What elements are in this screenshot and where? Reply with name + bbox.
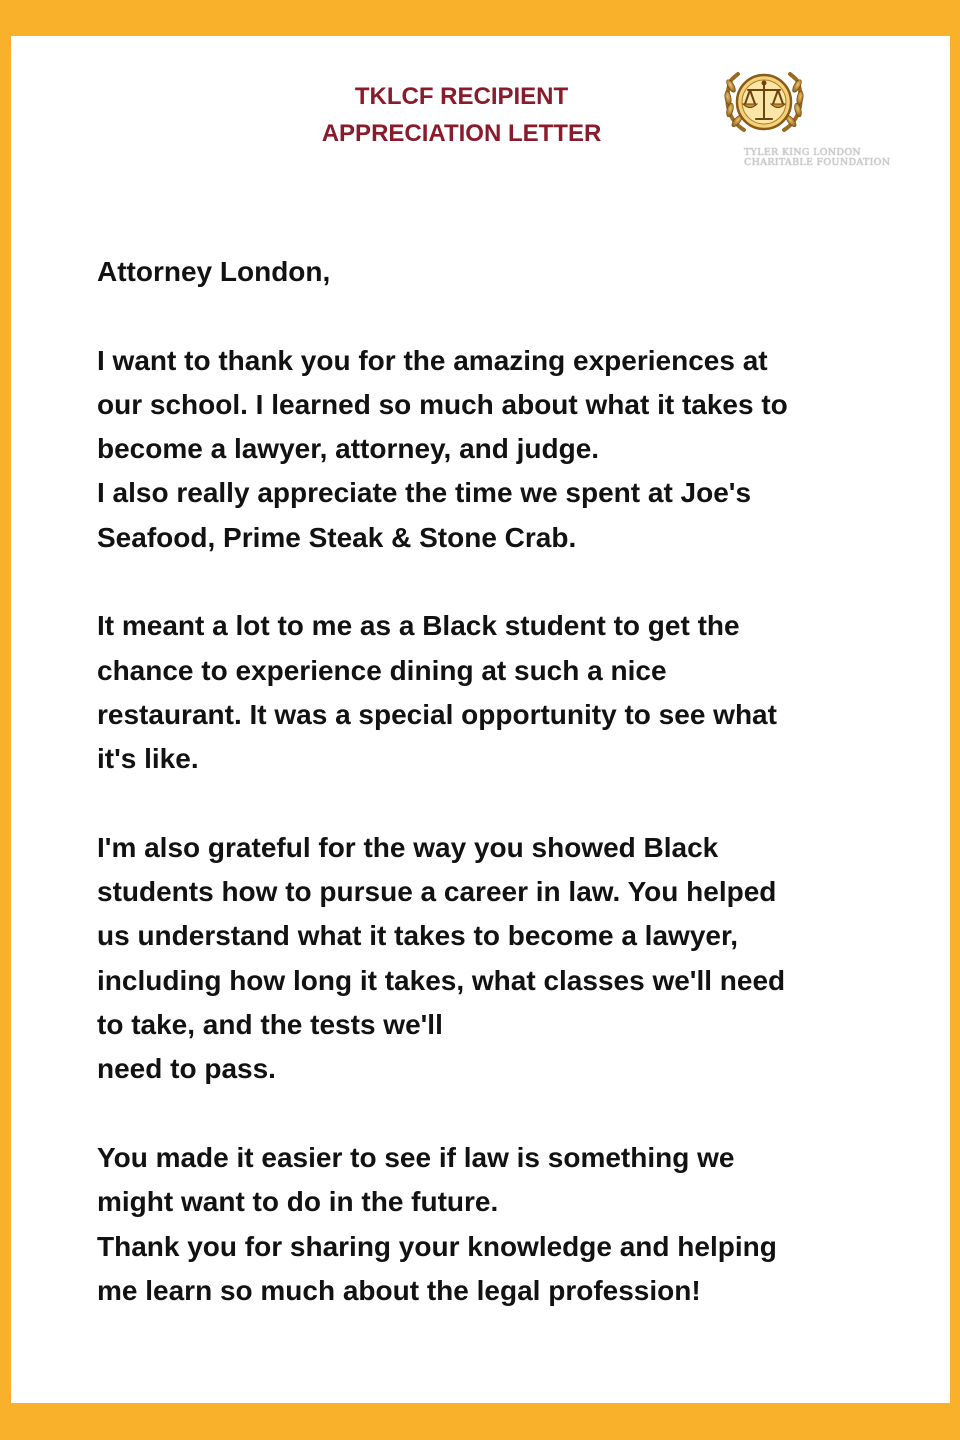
paragraph-line: me learn so much about the legal profession!	[97, 1274, 701, 1306]
paragraph-line: It meant a lot to me as a Black student to get the	[97, 610, 740, 642]
paragraph-line: Seafood, Prime Steak & Stone Crab.	[97, 521, 577, 553]
paragraph-line: You made it easier to see if law is something we	[97, 1141, 735, 1173]
paragraph-line: students how to pursue a career in law. You helped	[97, 876, 777, 908]
paragraph-line: it's like.	[97, 743, 199, 775]
paragraph-line: might want to do in the future.	[97, 1186, 499, 1218]
paragraph-line: to take, and the tests we'll	[97, 1009, 443, 1041]
paragraph-line: I also really appreciate the time we spent at Joe's	[97, 477, 752, 509]
paragraph-line: I'm also grateful for the way you showed Black	[97, 831, 719, 863]
paragraph-4	[97, 1136, 857, 1313]
page-title	[300, 78, 623, 152]
title-line-1: TKLCF RECIPIENT	[354, 83, 569, 110]
paragraph-line: including how long it takes, what classes we'll need	[97, 964, 786, 996]
paragraph-2	[97, 604, 857, 781]
paragraph-3	[97, 826, 857, 1092]
scales-of-justice-laurel-icon	[714, 52, 814, 142]
paragraph-1	[97, 339, 857, 560]
paragraph-line: chance to experience dining at such a nice	[97, 654, 667, 686]
paragraph-line: our school. I learned so much about what it takes to	[97, 388, 788, 420]
paragraph-line: us understand what it takes to become a lawyer,	[97, 920, 739, 952]
title-line-2: APPRECIATION LETTER	[321, 120, 602, 147]
paragraph-line: become a lawyer, attorney, and judge.	[97, 433, 600, 465]
paragraph-line: I want to thank you for the amazing experiences at	[97, 344, 768, 376]
letter-body	[97, 250, 857, 1313]
foundation-logo	[714, 52, 914, 168]
paragraph-line: need to pass.	[97, 1053, 276, 1085]
paragraph-line: restaurant. It was a special opportunity to see what	[97, 698, 777, 730]
paragraph-line: Thank you for sharing your knowledge and helping	[97, 1230, 777, 1262]
salutation: Attorney London,	[97, 256, 331, 287]
foundation-logo-text: TYLER KING LONDON CHARITABLE FOUNDATION	[744, 147, 891, 168]
